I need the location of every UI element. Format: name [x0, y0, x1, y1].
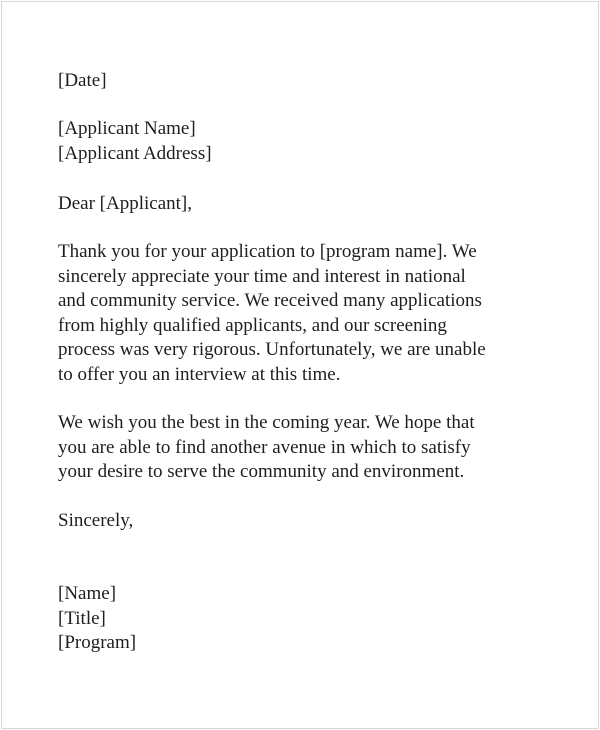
paragraph-1	[58, 240, 578, 387]
paragraph-line: Thank you for your application to [program name]. We	[58, 241, 477, 262]
applicant-address: [Applicant Address]	[58, 143, 212, 164]
letter-page	[1, 1, 599, 729]
paragraph-line: to offer you an interview at this time.	[58, 363, 341, 385]
paragraph-line: and community service. We received many applications	[58, 290, 482, 311]
closing: Sincerely,	[58, 510, 134, 531]
signature-title: [Title]	[58, 608, 106, 629]
paragraph-line: sincerely appreciate your time and interest in national	[58, 265, 466, 287]
paragraph-line: you are able to find another avenue in which to satisfy	[58, 436, 471, 458]
paragraph-line: We wish you the best in the coming year. We hope that	[58, 412, 475, 433]
paragraph-line: your desire to serve the community and environment.	[58, 461, 465, 482]
signature-program: [Program]	[58, 632, 137, 653]
salutation: Dear [Applicant],	[58, 193, 192, 214]
paragraph-2	[58, 411, 578, 485]
paragraph-line: process was very rigorous. Unfortunately, we are unable	[58, 339, 486, 360]
signature-name: [Name]	[58, 583, 117, 604]
date-line: [Date]	[58, 70, 107, 91]
paragraph-line: from highly qualified applicants, and our screening	[58, 314, 447, 336]
applicant-name: [Applicant Name]	[58, 118, 196, 139]
